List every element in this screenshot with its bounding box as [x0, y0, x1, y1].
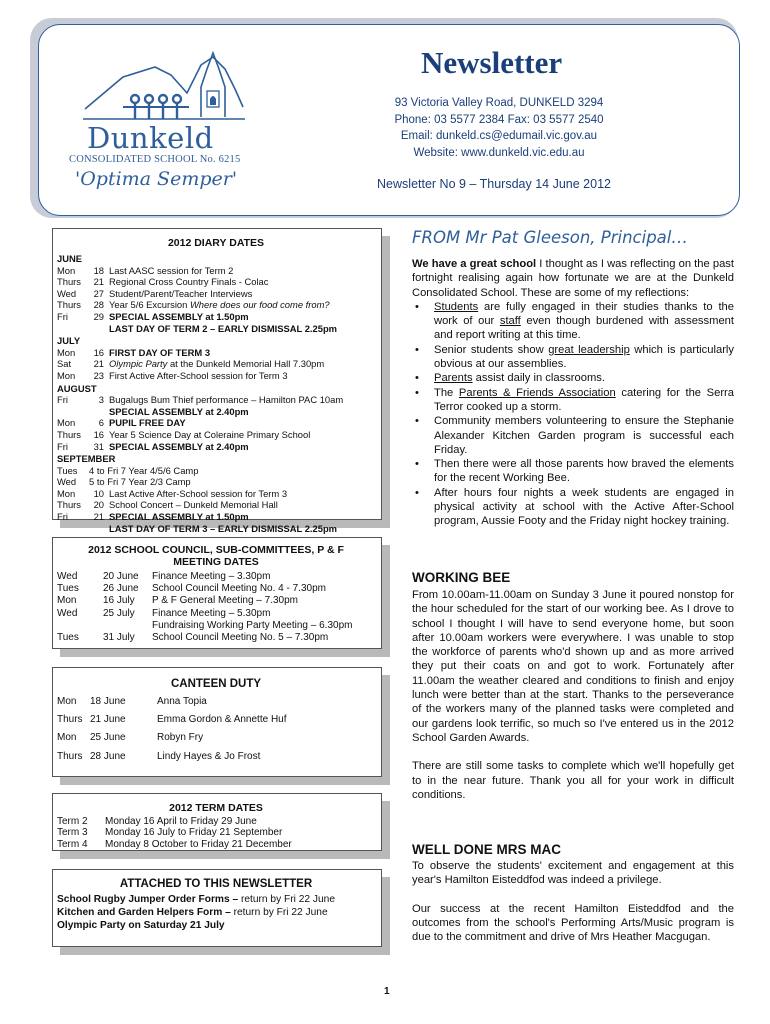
logo-school-subtitle: CONSOLIDATED SCHOOL No. 6215: [69, 154, 241, 165]
paragraph: To observe the students' excitement and engagement at this year's Hamilton Eisteddfod was indeed a privilege.: [412, 860, 734, 887]
table-row: Wed 20 June Finance Meeting – 3.30pm: [57, 571, 271, 582]
table-row: Thurs 16 Year 5 Science Day at Coleraine Primary School: [57, 428, 311, 440]
table-row: Mon 16 July P & F General Meeting – 7.30pm: [57, 595, 299, 607]
paragraph: From 10.00am-11.00am on Sunday 3 June it poured nonstop for the hour scheduled for the start of our working bee. As I drove to school I thought I will have to send everyone home, but soon after 10.00am workers were everywhere. I was unable to stop the workforce of parents who'd shown up and as more arrived they put their coats on and got to work. Fortunately after 11.00am the weather cleared and conditions to finish and enjoy lunch were better than at the start. Thanks to the perseverance of the workers many of the planned tasks were completed and our gardens look terrific, so much so I've entered us in the 2012 School Garden Awards.: [412, 589, 734, 744]
table-row: Tues 26 June School Council Meeting No. 4 - 7.30pm: [57, 583, 326, 595]
table-row: Term 2 Monday 16 April to Friday 29 June: [57, 816, 257, 827]
table-row: SPECIAL ASSEMBLY at 2.40pm: [109, 405, 249, 417]
newsletter-title: Newsletter: [421, 45, 563, 80]
month-label: JULY: [57, 335, 81, 347]
table-row: Mon 16 FIRST DAY OF TERM 3: [57, 346, 211, 358]
table-row: Mon 6 PUPIL FREE DAY: [57, 417, 186, 429]
working-bee-heading: WORKING BEE: [412, 570, 511, 585]
month-label: JUNE: [57, 253, 83, 264]
table-row: Thurs 21 June Emma Gordon & Annette Huf: [57, 714, 287, 726]
mrs-mac-heading: WELL DONE MRS MAC: [412, 842, 561, 857]
table-row: Mon 10 Last Active After-School session for Term 3: [57, 487, 288, 499]
month-label: AUGUST: [57, 382, 97, 394]
principal-message: [412, 257, 734, 529]
table-row: Mon 25 June Robyn Fry: [57, 732, 204, 744]
principal-intro: We have a great school I thought as I was reflecting on the past fortnight realising again how fortunate we are at the Dunkeld Consolidated School. These are some of my reflections:: [412, 258, 734, 299]
council-table: [57, 571, 375, 644]
list-item: • Then there were all those parents how braved the elements for the recent Working Bee.: [412, 457, 734, 486]
table-row: Term 3 Monday 16 July to Friday 21 September: [57, 827, 283, 839]
diary-dates-box: [52, 228, 382, 534]
attached-box: [52, 869, 382, 947]
attached-item: School Rugby Jumper Order Forms – return by Fri 22 June: [57, 894, 335, 905]
table-row: Fundraising Working Party Meeting – 6.30pm: [152, 619, 353, 631]
website: Website: www.dunkeld.vic.edu.au: [413, 146, 585, 159]
table-row: Wed 27 Student/Parent/Teacher Interviews: [57, 287, 253, 299]
table-row: Fri 3 Bugalugs Bum Thief performance – Hamilton PAC 10am: [57, 394, 344, 406]
table-row: Thurs 20 School Concert – Dunkeld Memorial Hall: [57, 499, 278, 511]
table-row: Wed 5 to Fri 7 Year 2/3 Camp: [57, 476, 191, 488]
table-row: Fri 29 SPECIAL ASSEMBLY at 1.50pm: [57, 310, 249, 322]
phone-fax: Phone: 03 5577 2384 Fax: 03 5577 2540: [394, 113, 604, 126]
table-row: Term 4 Monday 8 October to Friday 21 December: [57, 838, 292, 850]
paragraph: There are still some tasks to complete which we'll hopefully get to in the near future. Thank you all for your work in difficult conditions.: [412, 760, 734, 801]
list-item: • The Parents & Friends Association catering for the Serra Terror cooked up a storm.: [412, 386, 734, 415]
page-number: 1: [384, 986, 390, 997]
attached-title: ATTACHED TO THIS NEWSLETTER: [119, 878, 313, 890]
table-row: Sat 21 Olympic Party at the Dunkeld Memorial Hall 7.30pm: [57, 358, 325, 370]
table-row: LAST DAY OF TERM 3 – EARLY DISMISSAL 2.25pm: [109, 522, 338, 534]
table-row: Mon 18 Last AASC session for Term 2: [57, 264, 234, 276]
address: 93 Victoria Valley Road, DUNKELD 3294: [394, 97, 604, 109]
council-title: 2012 SCHOOL COUNCIL, SUB-COMMITTEES, P & F: [88, 544, 344, 556]
table-row: LAST DAY OF TERM 2 – EARLY DISMISSAL 2.25pm: [109, 322, 338, 334]
table-row: Thurs 28 June Lindy Hayes & Jo Frost: [57, 750, 261, 762]
council-subtitle: MEETING DATES: [173, 556, 259, 568]
principal-heading: FROM Mr Pat Gleeson, Principal…: [412, 228, 688, 247]
working-bee-text: [412, 588, 734, 802]
list-item: • Community members volunteering to ensure the Stephanie Alexander Kitchen Garden program is successful each Friday.: [412, 414, 734, 457]
canteen-title: CANTEEN DUTY: [170, 678, 262, 690]
contact-block: [349, 95, 649, 161]
table-row: Thurs 28 Year 5/6 Excursion Where does our food come from?: [57, 299, 330, 311]
list-item: • After hours four nights a week students are engaged in physical activity at school with the Active After-School program, Aussie Footy and the Friday night hockey training.: [412, 486, 734, 529]
table-row: Mon 18 June Anna Topia: [57, 695, 207, 707]
table-row: Fri 21 SPECIAL ASSEMBLY at 1.50pm: [57, 511, 249, 523]
table-row: Wed 25 July Finance Meeting – 5.30pm: [57, 607, 271, 619]
mrs-mac-text: [412, 859, 734, 944]
canteen-duty-box: [52, 667, 382, 777]
email: Email: dunkeld.cs@edumail.vic.gov.au: [400, 130, 598, 142]
diary-dates-title: 2012 DIARY DATES: [167, 237, 265, 249]
table-row: Thurs 21 Regional Cross Country Finals - Colac: [57, 276, 269, 288]
table-row: Fri 31 SPECIAL ASSEMBLY at 2.40pm: [57, 440, 249, 452]
attached-item: Olympic Party on Saturday 21 July: [57, 920, 225, 931]
list-item: • Parents assist daily in classrooms.: [412, 371, 734, 385]
table-row: Tues 4 to Fri 7 Year 4/5/6 Camp: [57, 464, 199, 476]
list-item: • Senior students show great leadership which is particularly obvious at our assemblies.: [412, 343, 734, 372]
table-row: Tues 31 July School Council Meeting No. 5 – 7.30pm: [57, 632, 329, 644]
month-label: SEPTEMBER: [57, 453, 116, 465]
newsletter-header: [38, 24, 740, 216]
attached-item: Kitchen and Garden Helpers Form – return by Fri 22 June: [57, 907, 328, 918]
table-row: Mon 23 First Active After-School session for Term 3: [57, 369, 288, 381]
logo-school-name: Dunkeld: [87, 121, 214, 155]
logo-motto: 'Optima Semper': [75, 168, 238, 190]
list-item: • Students are fully engaged in their studies thanks to the work of our staff even though burdened with assessment and report writing at this time.: [412, 300, 734, 343]
issue-line: Newsletter No 9 – Thursday 14 June 2012: [377, 177, 611, 191]
reflections-list: [412, 300, 734, 529]
diary-dates-table: [57, 253, 375, 534]
term-dates-title: 2012 TERM DATES: [169, 802, 263, 814]
term-dates-table: [57, 816, 375, 850]
council-meetings-box: [52, 537, 382, 649]
paragraph: Our success at the recent Hamilton Eisteddfod and the outcomes from the school's Performing Arts/Music program is due to the commitment and drive of Mrs Heather Macgugan.: [412, 902, 734, 944]
term-dates-box: [52, 793, 382, 851]
